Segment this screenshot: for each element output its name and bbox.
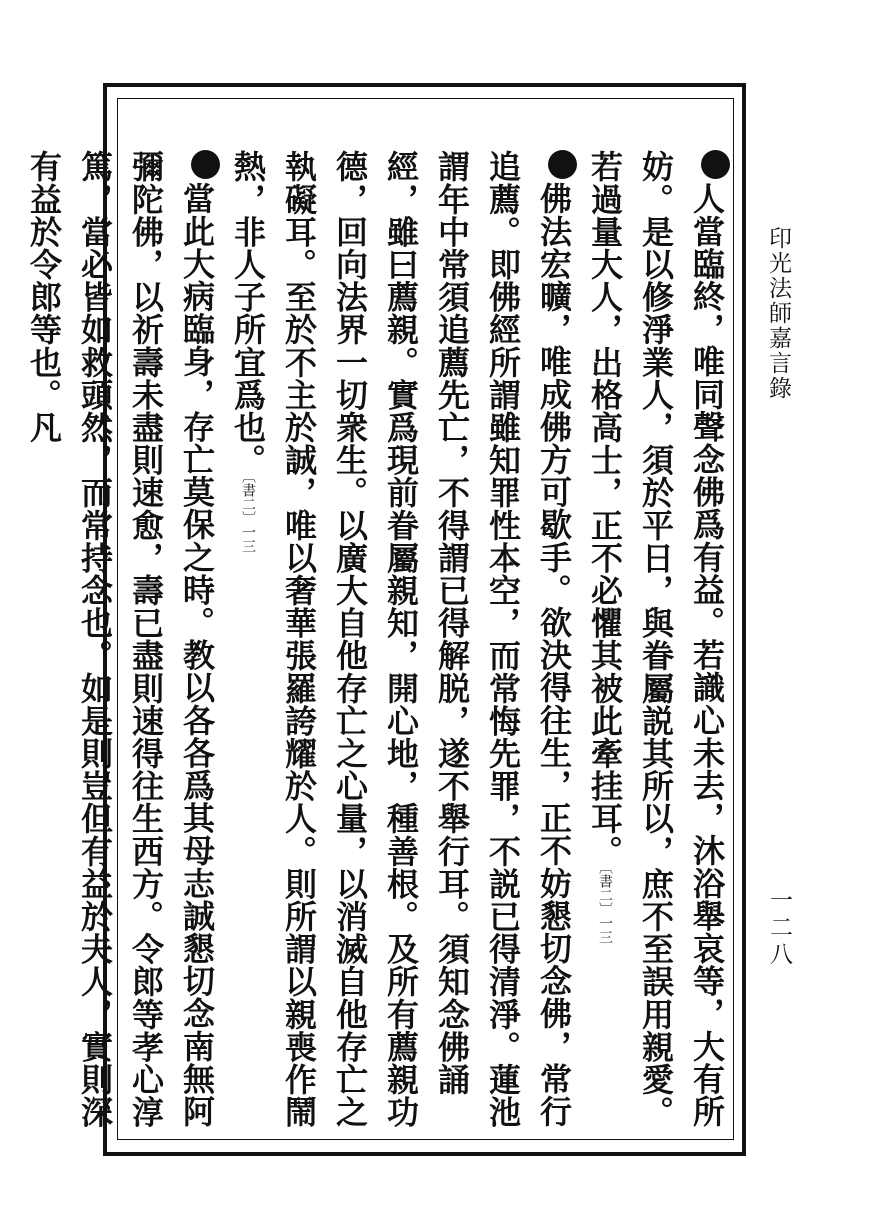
paragraph (579, 150, 732, 1130)
running-header-title: 印光法師嘉言錄 (765, 226, 791, 401)
paragraph-text: 當此大病臨身，存亡莫保之時。教以各各爲其母志誠懇切念南無阿彌陀佛，以祈壽未盡則速愈，壽已盡則速得往生西方。令郎等孝心淳篤，當必皆如救頭然，而常持念也。如是則豈但有益於夫人，實則深有益於令郎等也。凡 (25, 150, 216, 1128)
bullet-icon (548, 150, 577, 179)
page-number: 一二八 (766, 888, 792, 969)
source-note: 〔書二〕一三 (597, 867, 613, 945)
bullet-icon (701, 150, 730, 179)
paragraph (222, 150, 579, 1130)
body-text (25, 150, 732, 1130)
paragraph-text: 佛法宏曠，唯成佛方可歇手。欲決得往生，正不妨懇切念佛，常行追薦。即佛經所謂雖知罪性本空，而常悔先罪，不説已得清淨。蓮池謂年中常須追薦先亡，不得謂已得解脱，遂不舉行耳。須知念佛誦經，雖曰薦親。實爲現前眷屬親知，開心地，種善根。及所有薦親功德，回向法界一切衆生。以廣大自他存亡之心量，以消滅自他存亡之執礙耳。至於不主於誠，唯以奢華張羅誇耀於人。則所謂以親喪作鬧熱，非人子所宜爲也。 (229, 150, 573, 1128)
paragraph-text: 人當臨終，唯同聲念佛爲有益。若識心未去，沐浴舉哀等，大有所妨。是以修淨業人，須於平日，與眷屬説其所以，庶不至誤用親愛。若過量大人，出格高士，正不必懼其被此牽挂耳。 (586, 150, 726, 1128)
source-note: 〔書二〕一三 (240, 476, 256, 553)
paragraph (18, 150, 222, 1130)
bullet-icon (191, 150, 220, 179)
